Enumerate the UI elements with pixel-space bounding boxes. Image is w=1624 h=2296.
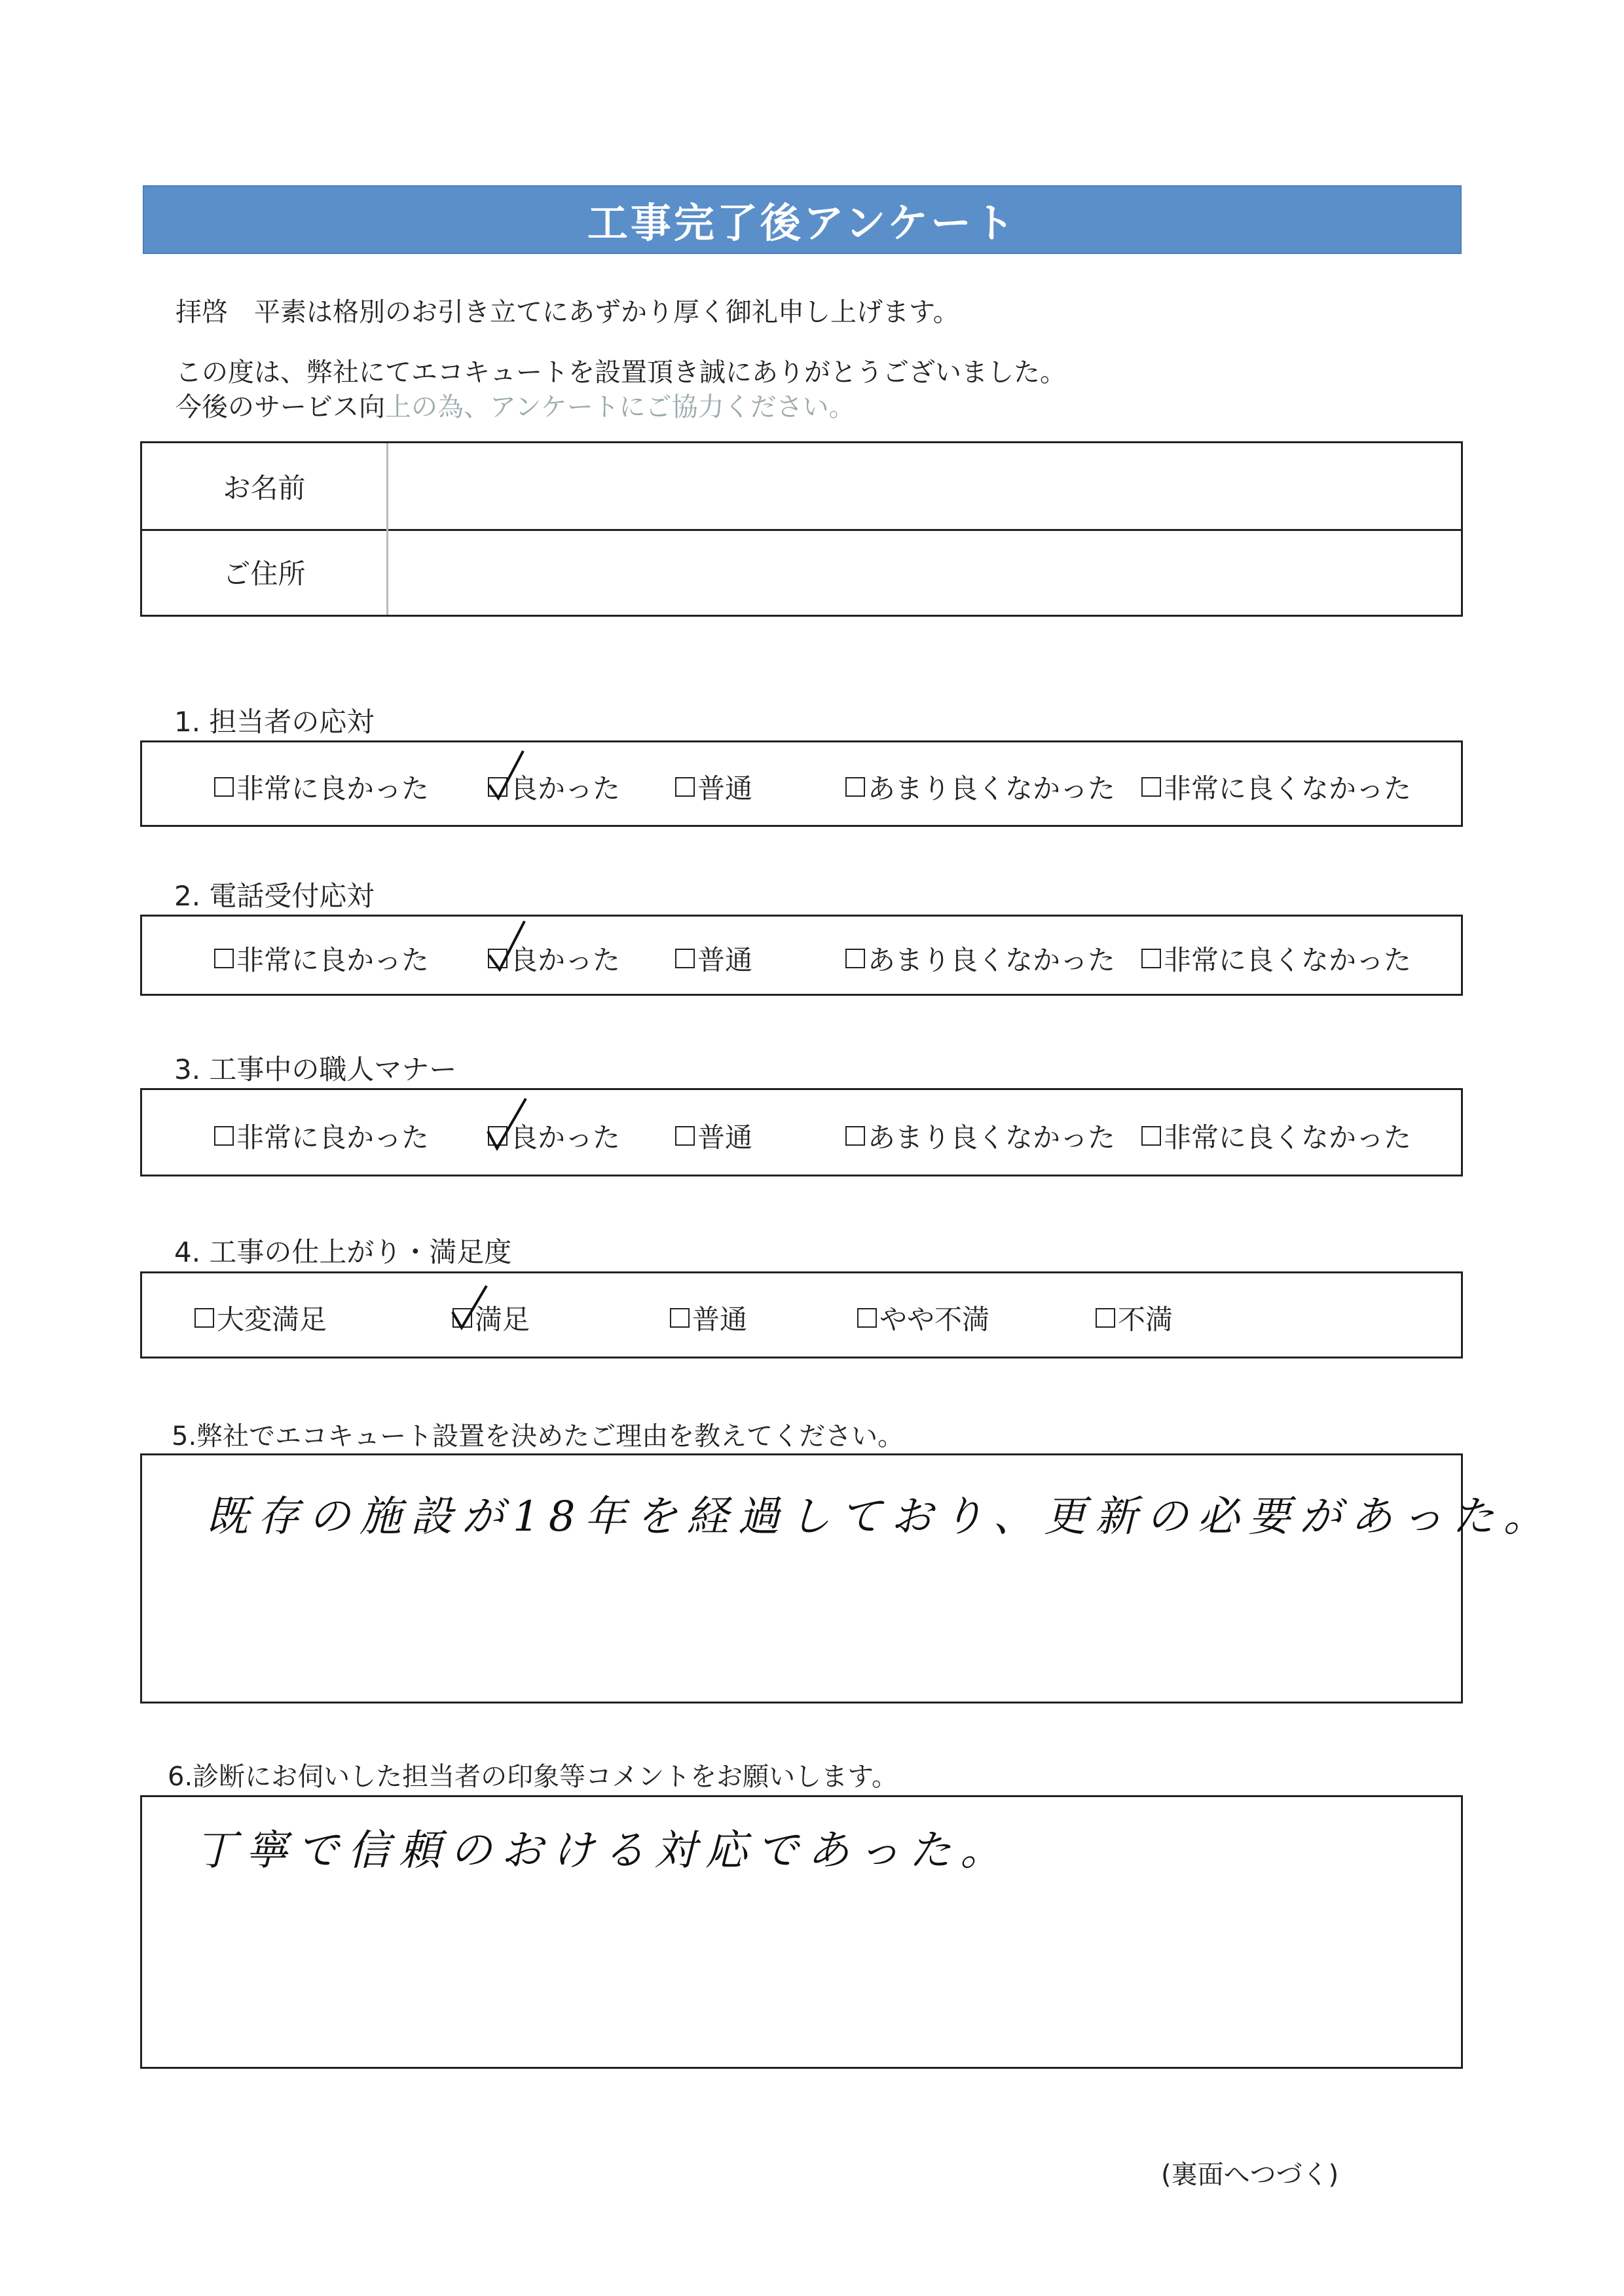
- q1-option-normal[interactable]: [675, 767, 752, 807]
- option-label: 良かった: [510, 773, 621, 805]
- q4-option-satisfied[interactable]: [452, 1298, 530, 1338]
- question-5-title: 5.弊社でエコキュート設置を決めたご理由を教えてください。: [172, 1421, 904, 1451]
- checked-checkbox-icon[interactable]: [488, 777, 507, 797]
- q2-option-good[interactable]: [488, 939, 620, 978]
- q3-option-very-bad[interactable]: [1141, 1116, 1411, 1156]
- checkbox-icon[interactable]: [214, 777, 234, 797]
- name-field[interactable]: [388, 443, 1461, 529]
- question-5-answer-box[interactable]: [140, 1453, 1555, 1704]
- question-4-options: [140, 1271, 1463, 1358]
- q2-option-normal[interactable]: [675, 939, 752, 978]
- handwritten-check-icon: [485, 921, 527, 974]
- address-row: [142, 529, 1461, 615]
- checkbox-icon[interactable]: [857, 1308, 877, 1328]
- checked-checkbox-icon[interactable]: [488, 949, 507, 968]
- option-label: 非常に良かった: [236, 1121, 430, 1154]
- checked-checkbox-icon[interactable]: [488, 1126, 507, 1146]
- option-label: 普通: [697, 1121, 753, 1154]
- handwritten-check-icon: [450, 1281, 492, 1333]
- checkbox-icon[interactable]: [194, 1308, 214, 1328]
- option-label: 満足: [475, 1303, 530, 1336]
- checkbox-icon[interactable]: [845, 1126, 865, 1146]
- question-3-title: 3. 工事中の職人マナー: [174, 1053, 457, 1085]
- option-label: やや不満: [879, 1303, 990, 1336]
- question-6-answer-box[interactable]: [140, 1795, 1463, 2069]
- q4-option-dissatisfied[interactable]: [1096, 1298, 1173, 1338]
- q3-option-normal[interactable]: [675, 1116, 752, 1156]
- intro-request-part2: 上の為、アンケートにご協力ください。: [385, 392, 855, 422]
- address-label: ご住所: [142, 529, 388, 615]
- intro-request-part1: 今後のサービス向: [175, 392, 385, 422]
- question-4-title: 4. 工事の仕上がり・満足度: [174, 1236, 512, 1268]
- q2-option-very-bad[interactable]: [1141, 939, 1411, 978]
- checkbox-icon[interactable]: [1141, 949, 1161, 968]
- continued-on-back-note: (裏面へつづく): [1161, 2160, 1339, 2190]
- handwritten-check-icon: [485, 1099, 527, 1151]
- intro-greeting: 拝啓 平素は格別のお引き立てにあずかり厚く御礼申し上げます。: [175, 297, 959, 327]
- q1-option-good[interactable]: [488, 767, 620, 807]
- option-label: 非常に良かった: [236, 944, 430, 976]
- option-label: 良かった: [510, 1121, 621, 1154]
- q2-option-very-good[interactable]: [214, 939, 429, 978]
- address-field[interactable]: [388, 529, 1461, 615]
- option-label: 大変満足: [217, 1303, 327, 1336]
- q4-option-normal[interactable]: [670, 1298, 747, 1338]
- option-label: 普通: [692, 1303, 748, 1336]
- checkbox-icon[interactable]: [675, 777, 695, 797]
- intro-request: [175, 386, 855, 424]
- question-2-options: [140, 915, 1463, 996]
- name-row: [142, 443, 1461, 531]
- option-label: 不満: [1118, 1303, 1173, 1336]
- option-label: あまり良くなかった: [868, 944, 1116, 976]
- handwritten-check-icon: [485, 750, 527, 802]
- checkbox-icon[interactable]: [670, 1308, 690, 1328]
- q3-option-not-good[interactable]: [845, 1116, 1115, 1156]
- question-6-handwritten-answer: 丁寧で信頼のおける対応であった。: [194, 1827, 1012, 1875]
- q4-option-somewhat-dissatisfied[interactable]: [857, 1298, 989, 1338]
- option-label: 普通: [697, 773, 753, 805]
- customer-info-table: [140, 441, 1463, 617]
- q3-option-good[interactable]: [488, 1116, 620, 1156]
- intro-thanks: この度は、弊社にてエコキュートを設置頂き誠にありがとうございました。: [175, 357, 1066, 388]
- survey-title-bar: [143, 185, 1462, 254]
- question-6-title: 6.診断にお伺いした担当者の印象等コメントをお願いします。: [168, 1762, 898, 1792]
- q3-option-very-good[interactable]: [214, 1116, 429, 1156]
- checkbox-icon[interactable]: [675, 1126, 695, 1146]
- checkbox-icon[interactable]: [214, 949, 234, 968]
- question-1-title: 1. 担当者の応対: [174, 706, 375, 738]
- option-label: 非常に良くなかった: [1164, 944, 1412, 976]
- question-1-options: [140, 740, 1463, 827]
- question-5-handwritten-answer: 既存の施設が18年を経過しており、更新の必要があった。: [206, 1493, 1555, 1541]
- checkbox-icon[interactable]: [1141, 777, 1161, 797]
- option-label: 普通: [697, 944, 753, 976]
- checkbox-icon[interactable]: [1096, 1308, 1115, 1328]
- option-label: 良かった: [510, 944, 621, 976]
- option-label: 非常に良くなかった: [1164, 1121, 1412, 1154]
- q1-option-not-good[interactable]: [845, 767, 1115, 807]
- option-label: あまり良くなかった: [868, 773, 1116, 805]
- checkbox-icon[interactable]: [1141, 1126, 1161, 1146]
- checkbox-icon[interactable]: [214, 1126, 234, 1146]
- checkbox-icon[interactable]: [845, 777, 865, 797]
- option-label: あまり良くなかった: [868, 1121, 1116, 1154]
- question-3-options: [140, 1088, 1463, 1176]
- option-label: 非常に良かった: [236, 773, 430, 805]
- checkbox-icon[interactable]: [675, 949, 695, 968]
- name-label: お名前: [142, 443, 388, 529]
- q2-option-not-good[interactable]: [845, 939, 1115, 978]
- question-2-title: 2. 電話受付応対: [174, 880, 375, 912]
- survey-title: 工事完了後アンケート: [587, 199, 1018, 247]
- checked-checkbox-icon[interactable]: [452, 1308, 472, 1328]
- option-label: 非常に良くなかった: [1164, 773, 1412, 805]
- q1-option-very-bad[interactable]: [1141, 767, 1411, 807]
- q1-option-very-good[interactable]: [214, 767, 429, 807]
- checkbox-icon[interactable]: [845, 949, 865, 968]
- q4-option-very-satisfied[interactable]: [194, 1298, 327, 1338]
